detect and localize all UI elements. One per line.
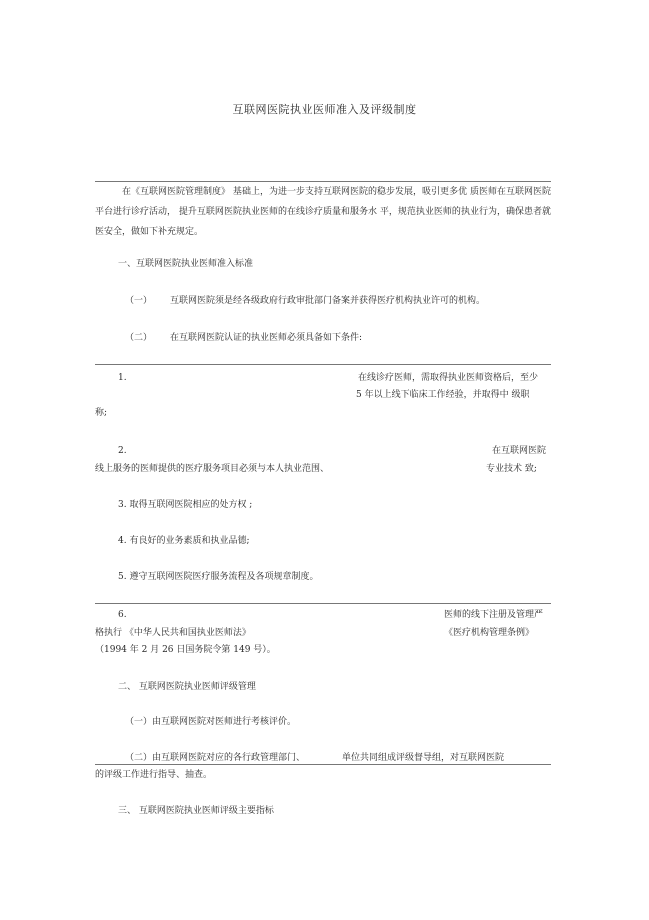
section2-item2-part2: 单位共同组成评级督导组，对互联网医院 xyxy=(342,753,505,763)
condition6-right-line1: 医师的线下注册及管理严 xyxy=(444,610,544,620)
section1-heading: 一、互联网医院执业医师准入标准 xyxy=(118,259,254,269)
condition6-left-line2: 格执行 《中华人民共和国执业医师法》 xyxy=(95,628,251,638)
condition2-left-line2: 线上服务的医师提供的医疗服务项目必须与本人执业范围、 xyxy=(95,464,330,474)
condition1-line2: 5 年以上线下临床工作经验，并取得中 级职 xyxy=(356,390,530,400)
condition1-line1: 在线诊疗医师，需取得执业医师资格后，至少 xyxy=(358,373,539,383)
section1-item2-text: 在互联网医院认证的执业医师必须具备如下条件: xyxy=(170,333,363,343)
divider xyxy=(95,364,551,365)
section2-item2-part1: （二）由互联网医院对应的各行政管理部门、 xyxy=(125,753,306,763)
section2-item2-line2: 的评级工作进行指导、抽查。 xyxy=(95,770,213,780)
condition5: 5. 遵守互联网医院医疗服务流程及各项规章制度。 xyxy=(118,572,319,582)
condition6-number: 6. xyxy=(118,610,127,620)
intro-paragraph: 在《互联网医院管理制度》 基础上，为进一步支持互联网医院的稳步发展，吸引更多优 质医师在互联网医院平台进行诊疗活动， 提升互联网医院执业医师的在线诊疗质量和服务水 平，规范执业医师的执业行为，确保患者就医安全，做如下补充规定。 xyxy=(95,187,551,237)
condition6-line3: （1994 年 2 月 26 日国务院令第 149 号）。 xyxy=(95,645,276,655)
condition2-right-line1: 在互联网医院 xyxy=(492,446,547,456)
condition6-right-line2: 《医疗机构管理条例》 xyxy=(444,628,535,638)
condition3: 3. 取得互联网医院相应的处方权 ; xyxy=(118,500,253,510)
condition1-line3: 称; xyxy=(95,408,108,418)
section1-item2-label: （二） xyxy=(125,333,153,343)
condition2-right-line2: 专业技术 致; xyxy=(486,464,537,474)
condition2-number: 2. xyxy=(118,446,127,456)
section3-heading: 三、 互联网医院执业医师评级主要指标 xyxy=(118,806,274,816)
section2-heading: 二、 互联网医院执业医师评级管理 xyxy=(118,682,256,692)
condition4: 4. 有良好的业务素质和执业品德; xyxy=(118,536,250,546)
section2-item1: （一）由互联网医院对医师进行考核评价。 xyxy=(125,717,297,727)
divider xyxy=(95,603,551,604)
section1-item1-label: （一） xyxy=(125,296,153,306)
divider xyxy=(95,764,551,765)
section1-item1-text: 互联网医院须是经各级政府行政审批部门备案并获得医疗机构执业许可的机构。 xyxy=(170,296,486,306)
document-title: 互联网医院执业医师准入及评级制度 xyxy=(232,103,417,116)
condition1-number: 1. xyxy=(118,373,127,383)
